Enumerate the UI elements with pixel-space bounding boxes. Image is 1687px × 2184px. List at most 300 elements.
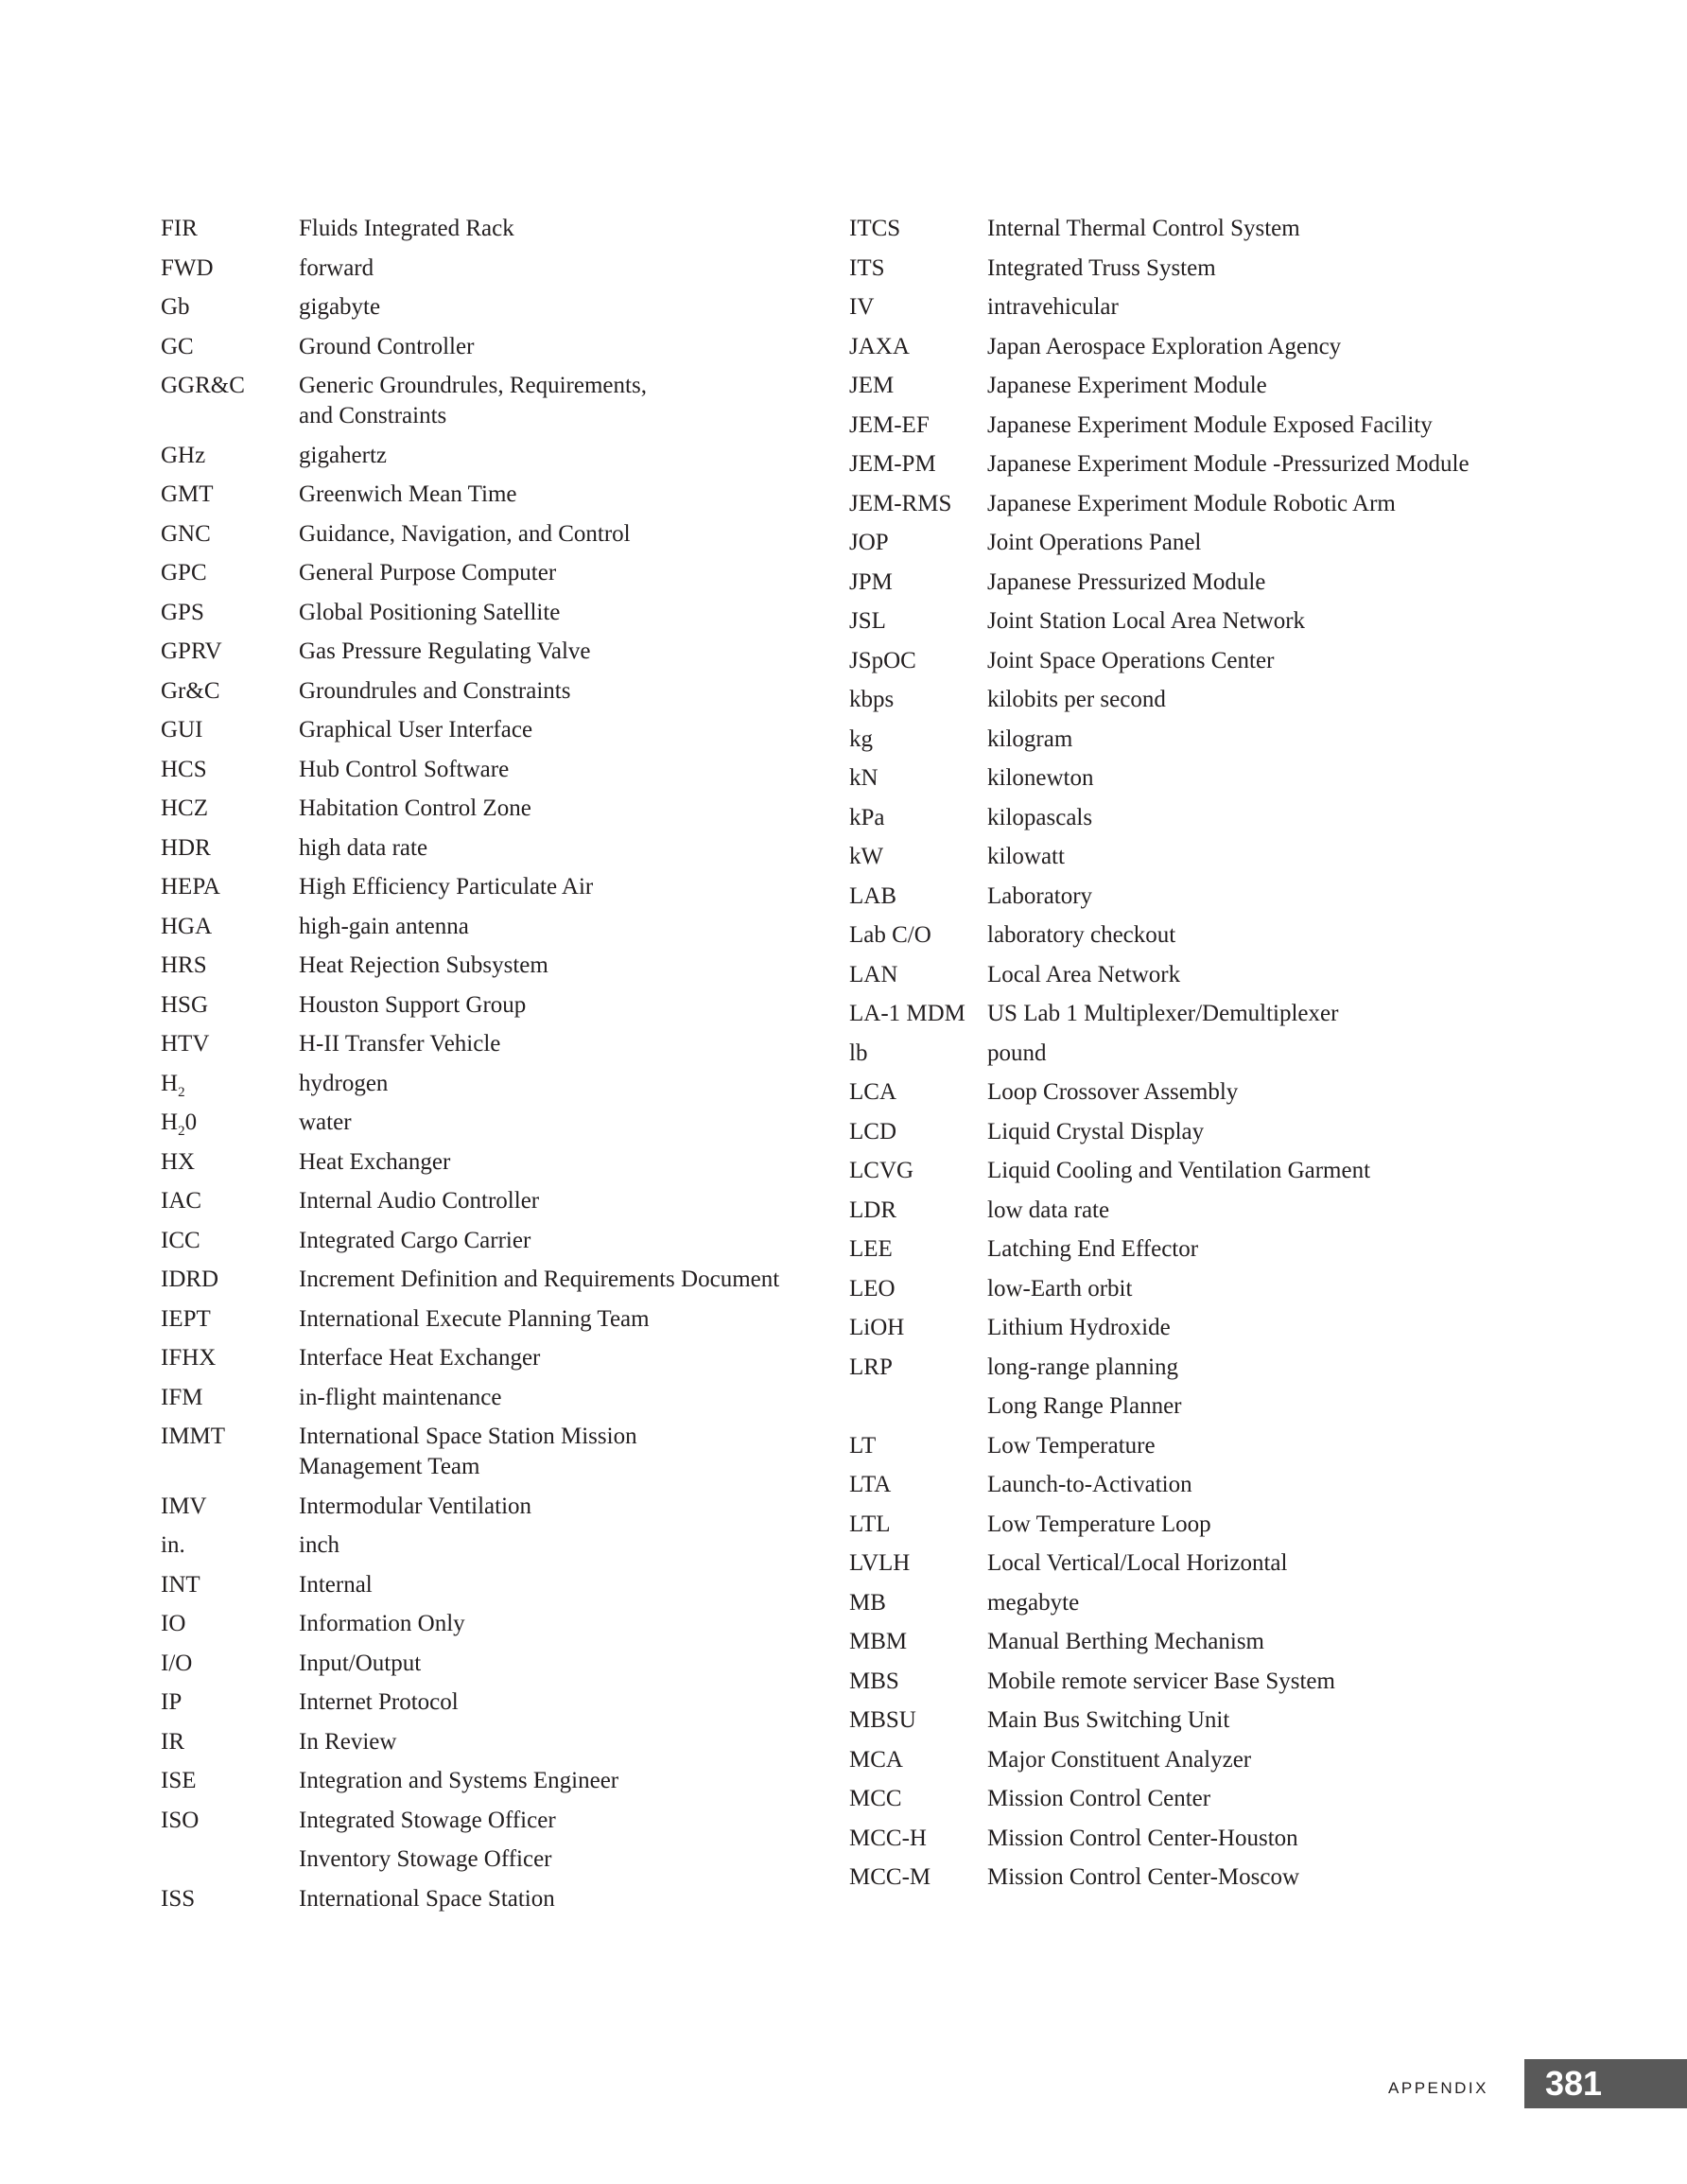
glossary-definition [299,292,813,323]
glossary-abbreviation: Gr&C [161,677,220,704]
glossary-abbreviation: LDR [849,1197,896,1223]
glossary-abbreviation: JOP [849,530,889,555]
page-footer [1388,2059,1687,2108]
glossary-abbreviation: LiOH [849,1315,905,1340]
glossary-abbreviation: HDR [161,834,211,861]
definition-line: Japanese Experiment Module [987,373,1267,398]
glossary-definition [987,685,1568,715]
glossary-definition [299,1383,813,1413]
glossary-abbreviation: IFHX [161,1345,217,1371]
glossary-definition [987,882,1568,912]
glossary-entry [849,842,1568,872]
glossary-entry [849,292,1568,323]
glossary-definition [299,637,813,667]
glossary-definition [987,1470,1568,1500]
glossary-definition [299,1844,813,1875]
glossary-definition [299,558,813,588]
glossary-definition [987,1196,1568,1226]
glossary-definition [987,1077,1568,1108]
glossary-definition [987,1588,1568,1618]
definition-line: Japanese Experiment Module Robotic Arm [987,490,1396,516]
definition-line: Laboratory [987,882,1093,909]
glossary-entry [849,763,1568,794]
glossary-abbreviation: IMMT [161,1424,226,1449]
glossary-entry [161,1727,813,1757]
abbreviation-suffix: 0 [184,1109,198,1135]
glossary-definition [987,960,1568,990]
definition-line: Joint Space Operations Center [987,647,1275,673]
glossary-entry [849,1824,1568,1854]
glossary-definition [987,725,1568,755]
glossary-abbreviation: HGA [161,913,213,939]
glossary-entry [849,411,1568,441]
glossary-definition [299,1265,813,1295]
definition-line: gigahertz [299,442,388,468]
glossary-abbreviation: GPS [161,599,204,625]
glossary-definition [299,1530,813,1561]
abbreviation-text: H [161,1070,179,1096]
glossary-definition [987,371,1568,401]
glossary-entry [161,1226,813,1256]
glossary-entry [161,253,813,284]
glossary-definition [299,1570,813,1600]
glossary-definition [299,253,813,284]
glossary-definition [987,842,1568,872]
glossary-entry [161,1029,813,1059]
glossary-entry [849,960,1568,990]
glossary-abbreviation: LCA [849,1079,896,1105]
glossary-definition [987,763,1568,794]
glossary-entry [161,1492,813,1522]
definition-line: In Review [299,1728,397,1755]
glossary-abbreviation: GHz [161,442,206,468]
glossary-definition [987,1784,1568,1814]
definition-line: H-II Transfer Vehicle [299,1031,501,1057]
glossary-abbreviation: LCD [849,1118,896,1144]
glossary-entry [849,1234,1568,1265]
definition-line: Long Range Planner [987,1393,1182,1419]
glossary-entry [161,1383,813,1413]
definition-line: Major Constituent Analyzer [987,1746,1252,1773]
definition-line: General Purpose Computer [299,560,557,585]
definition-line: Integrated Stowage Officer [299,1807,556,1833]
glossary-entry [161,558,813,588]
glossary-entry [161,1530,813,1561]
definition-line: US Lab 1 Multiplexer/Demultiplexer [987,1001,1339,1026]
definition-line: Integrated Truss System [987,254,1216,281]
glossary-entry [849,920,1568,951]
glossary-abbreviation: FWD [161,254,214,281]
glossary-definition [299,1147,813,1178]
glossary-abbreviation: MCA [849,1746,903,1773]
definition-line: Liquid Cooling and Ventilation Garment [987,1158,1371,1183]
section-label: APPENDIX [1388,2079,1488,2097]
glossary-abbreviation: JSpOC [849,647,916,673]
definition-line: kilobits per second [987,687,1166,712]
glossary-entry [161,1304,813,1335]
definition-line: low-Earth orbit [987,1275,1133,1302]
definition-line: Japanese Experiment Module Exposed Facility [987,411,1433,438]
glossary-abbreviation: HSG [161,991,209,1018]
glossary-definition [299,912,813,942]
glossary-entry [161,1422,813,1482]
glossary-definition [299,598,813,628]
definition-line: high-gain antenna [299,913,469,939]
glossary-entry [849,646,1568,676]
glossary-definition [299,519,813,550]
definition-line: in-flight maintenance [299,1384,502,1410]
glossary-abbreviation: ISE [161,1768,197,1793]
glossary-definition [299,1727,813,1757]
glossary-entry [161,1108,813,1138]
definition-line: hydrogen [299,1070,389,1096]
glossary-definition [987,449,1568,480]
definition-line: Launch-to-Activation [987,1472,1192,1497]
glossary-entry [849,1862,1568,1893]
glossary-definition [987,1313,1568,1343]
glossary-definition [299,951,813,981]
glossary-entry [161,1884,813,1914]
definition-line: Information Only [299,1611,465,1636]
glossary-abbreviation: MCC-H [849,1825,927,1851]
definition-line: megabyte [987,1589,1080,1616]
glossary-abbreviation: lb [849,1040,868,1066]
definition-line: International Space Station Mission [299,1424,637,1449]
abbreviation-subscript: 2 [178,1084,185,1100]
definition-line: Habitation Control Zone [299,795,531,821]
glossary-entry [849,1745,1568,1775]
definition-line: Intermodular Ventilation [299,1493,532,1519]
glossary-abbreviation: GGR&C [161,373,245,398]
definition-line: Interface Heat Exchanger [299,1345,541,1371]
glossary-definition [299,1492,813,1522]
glossary-abbreviation: LCVG [849,1158,914,1183]
glossary-abbreviation: INT [161,1571,200,1598]
glossary-entry [849,685,1568,715]
glossary-abbreviation: JEM-PM [849,451,936,477]
glossary-definition [987,1234,1568,1265]
definition-line: laboratory checkout [987,922,1176,948]
glossary-entry [161,1570,813,1600]
definition-line: Mission Control Center-Houston [987,1825,1298,1851]
definition-line: long-range planning [987,1354,1179,1380]
definition-line: Latching End Effector [987,1236,1199,1262]
definition-line: Input/Output [299,1650,422,1676]
page-number: 381 [1545,2064,1603,2103]
glossary-entry [849,371,1568,401]
abbreviation-subscript: 2 [178,1124,185,1139]
glossary-entry [161,755,813,785]
glossary-abbreviation: IEPT [161,1305,211,1332]
glossary-entry [849,1156,1568,1186]
glossary-entry [161,371,813,431]
glossary-entry [849,1274,1568,1304]
glossary-abbreviation: ITS [849,254,885,281]
glossary-definition [987,332,1568,362]
definition-line: Liquid Crystal Display [987,1118,1205,1144]
glossary-definition [987,1627,1568,1657]
glossary-entry [161,1069,813,1099]
definition-line: Loop Crossover Assembly [987,1079,1239,1105]
glossary-abbreviation: IO [161,1611,186,1636]
glossary-abbreviation: kPa [849,804,885,830]
glossary-entry [849,1548,1568,1579]
glossary-definition [299,371,813,431]
glossary-definition [987,1862,1568,1893]
definition-line: Integration and Systems Engineer [299,1768,619,1793]
glossary-entry [849,449,1568,480]
definition-line: Gas Pressure Regulating Valve [299,638,591,664]
glossary-definition [299,1029,813,1059]
definition-line: Groundrules and Constraints [299,677,571,704]
definition-line: Fluids Integrated Rack [299,216,514,241]
glossary-abbreviation: JEM-EF [849,411,930,438]
glossary-abbreviation: GNC [161,520,211,547]
definition-line: Joint Operations Panel [987,530,1202,555]
glossary-entry [161,833,813,864]
glossary-definition [299,1884,813,1914]
glossary-abbreviation: IDRD [161,1267,219,1292]
glossary-abbreviation: MB [849,1589,886,1616]
glossary-definition [299,1069,813,1099]
definition-line: Global Positioning Satellite [299,599,561,625]
glossary-abbreviation: kg [849,725,873,752]
glossary-entry [849,568,1568,598]
definition-line: low data rate [987,1197,1110,1223]
glossary-definition [299,872,813,902]
definition-line: forward [299,254,374,281]
definition-line: Japan Aerospace Exploration Agency [987,333,1342,359]
glossary-abbreviation: LT [849,1432,877,1459]
glossary-entry [849,1784,1568,1814]
glossary-entry [161,480,813,510]
glossary-abbreviation: LRP [849,1354,893,1380]
glossary-abbreviation: IP [161,1689,183,1715]
glossary-entry [161,519,813,550]
definition-line: Internal Audio Controller [299,1188,540,1214]
glossary-abbreviation: IMV [161,1493,207,1519]
glossary-definition [987,253,1568,284]
glossary-abbreviation: ITCS [849,216,901,241]
glossary-definition [987,1156,1568,1186]
glossary-definition [987,1391,1568,1422]
glossary-entry [161,872,813,902]
glossary-abbreviation: LEE [849,1236,893,1262]
glossary-abbreviation: LA-1 MDM [849,1001,965,1026]
glossary-abbreviation: LEO [849,1275,896,1302]
glossary-abbreviation [161,1108,299,1138]
glossary-definition [987,411,1568,441]
glossary-abbreviation: FIR [161,216,198,241]
glossary-definition [299,990,813,1021]
abbreviation-text: H [161,1109,179,1135]
definition-line: Internal Thermal Control System [987,216,1300,241]
glossary-abbreviation: JAXA [849,333,910,359]
glossary-entry [161,794,813,824]
glossary-abbreviation: GMT [161,481,214,507]
glossary-entry [161,990,813,1021]
glossary-definition [299,1186,813,1216]
glossary-abbreviation: GPRV [161,638,222,664]
definition-line: Low Temperature Loop [987,1511,1211,1537]
glossary-abbreviation: LTL [849,1511,891,1537]
glossary-abbreviation: JPM [849,568,893,595]
glossary-definition [987,1824,1568,1854]
page-number-box [1524,2059,1687,2108]
glossary-definition [299,1766,813,1796]
glossary-abbreviation: ISO [161,1807,200,1833]
glossary-entry [161,676,813,707]
glossary-definition [987,803,1568,833]
definition-line: pound [987,1040,1047,1066]
glossary-abbreviation: MBM [849,1629,908,1654]
definition-line: Japanese Pressurized Module [987,568,1266,595]
glossary-abbreviation: GPC [161,560,207,585]
glossary-definition [299,1226,813,1256]
definition-line: Joint Station Local Area Network [987,608,1306,634]
glossary-abbreviation: HCS [161,756,207,782]
glossary-definition [299,1609,813,1639]
definition-line: Low Temperature [987,1432,1156,1459]
definition-line: and Constraints [299,403,447,428]
glossary-definition [299,715,813,745]
glossary-abbreviation: ICC [161,1227,200,1253]
glossary-abbreviation: ISS [161,1885,196,1912]
definition-line: Japanese Experiment Module -Pressurized Module [987,451,1470,477]
glossary-definition [987,292,1568,323]
glossary-entry [161,441,813,471]
glossary-abbreviation: kN [849,765,878,791]
definition-line: Main Bus Switching Unit [987,1707,1230,1733]
glossary-entry [161,1343,813,1373]
glossary-abbreviation: MBS [849,1668,899,1694]
glossary-entry [849,214,1568,244]
glossary-abbreviation: LVLH [849,1550,911,1576]
glossary-entry [161,1844,813,1875]
glossary-column-right [849,214,1568,1902]
glossary-definition [987,1117,1568,1147]
definition-line: Mobile remote servicer Base System [987,1668,1335,1694]
glossary-abbreviation: HEPA [161,874,220,900]
definition-line: High Efficiency Particulate Air [299,874,594,900]
glossary-definition [299,1343,813,1373]
glossary-entry [849,1117,1568,1147]
glossary-definition [299,794,813,824]
glossary-definition [987,1353,1568,1383]
glossary-definition [299,1806,813,1836]
glossary-definition [987,214,1568,244]
glossary-abbreviation: MCC-M [849,1864,931,1890]
definition-line: Local Area Network [987,961,1181,987]
definition-line: inch [299,1532,340,1558]
definition-line: kilowatt [987,844,1065,869]
glossary-abbreviation: IV [849,294,875,320]
glossary-abbreviation: LTA [849,1472,892,1497]
glossary-definition [299,441,813,471]
glossary-definition [987,1548,1568,1579]
glossary-abbreviation: MBSU [849,1707,916,1733]
glossary-entry [161,1687,813,1718]
definition-line: Greenwich Mean Time [299,481,517,507]
definition-line: Mission Control Center [987,1786,1211,1811]
glossary-definition [299,332,813,362]
definition-line: Increment Definition and Requirements Document [299,1267,780,1292]
glossary-entry [161,1609,813,1639]
glossary-abbreviation: Gb [161,294,190,320]
glossary-entry [849,1039,1568,1069]
definition-line: Inventory Stowage Officer [299,1846,552,1872]
glossary-definition [299,1422,813,1482]
glossary-definition [987,1745,1568,1775]
glossary-definition [299,480,813,510]
glossary-entry [849,1627,1568,1657]
definition-line: gigabyte [299,294,381,320]
glossary-abbreviation: GC [161,333,194,359]
glossary-definition [987,1510,1568,1540]
glossary-entry [849,1353,1568,1383]
glossary-entry [849,1431,1568,1461]
glossary-abbreviation: I/O [161,1650,193,1676]
definition-line: water [299,1109,352,1135]
definition-line: Guidance, Navigation, and Control [299,520,631,547]
glossary-definition [299,1649,813,1679]
definition-line: intravehicular [987,294,1119,320]
definition-line: Ground Controller [299,333,475,359]
glossary-entry [849,332,1568,362]
glossary-entry [849,725,1568,755]
glossary-definition [987,489,1568,519]
definition-line: Heat Rejection Subsystem [299,952,548,978]
glossary-definition [299,833,813,864]
glossary-abbreviation [161,1069,299,1099]
glossary-abbreviation: in. [161,1532,185,1558]
glossary-entry [161,1265,813,1295]
glossary-entry [161,598,813,628]
glossary-entry [161,1806,813,1836]
glossary-definition [299,1304,813,1335]
glossary-abbreviation: LAN [849,961,898,987]
definition-line: Generic Groundrules, Requirements, [299,373,647,398]
definition-line: Local Vertical/Local Horizontal [987,1550,1288,1576]
glossary-entry [161,912,813,942]
definition-line: kilopascals [987,804,1093,830]
glossary-entry [161,1186,813,1216]
glossary-abbreviation: GUI [161,717,203,743]
glossary-abbreviation: HCZ [161,795,208,821]
definition-line: Hub Control Software [299,756,510,782]
glossary-abbreviation: JEM-RMS [849,490,952,516]
glossary-entry [161,1147,813,1178]
glossary-entry [849,1705,1568,1736]
glossary-entry [161,637,813,667]
definition-line: Lithium Hydroxide [987,1315,1171,1340]
glossary-definition [987,568,1568,598]
glossary-definition [987,606,1568,637]
glossary-entry [161,1649,813,1679]
glossary-definition [987,1039,1568,1069]
glossary-entry [849,803,1568,833]
glossary-definition [987,1705,1568,1736]
definition-line: kilonewton [987,765,1094,791]
glossary-definition [987,999,1568,1029]
glossary-abbreviation: MCC [849,1786,902,1811]
glossary-abbreviation: IR [161,1728,184,1755]
glossary-entry [849,528,1568,558]
glossary-abbreviation: kW [849,844,884,869]
glossary-entry [849,489,1568,519]
glossary-entry [849,882,1568,912]
glossary-abbreviation: IAC [161,1188,202,1214]
